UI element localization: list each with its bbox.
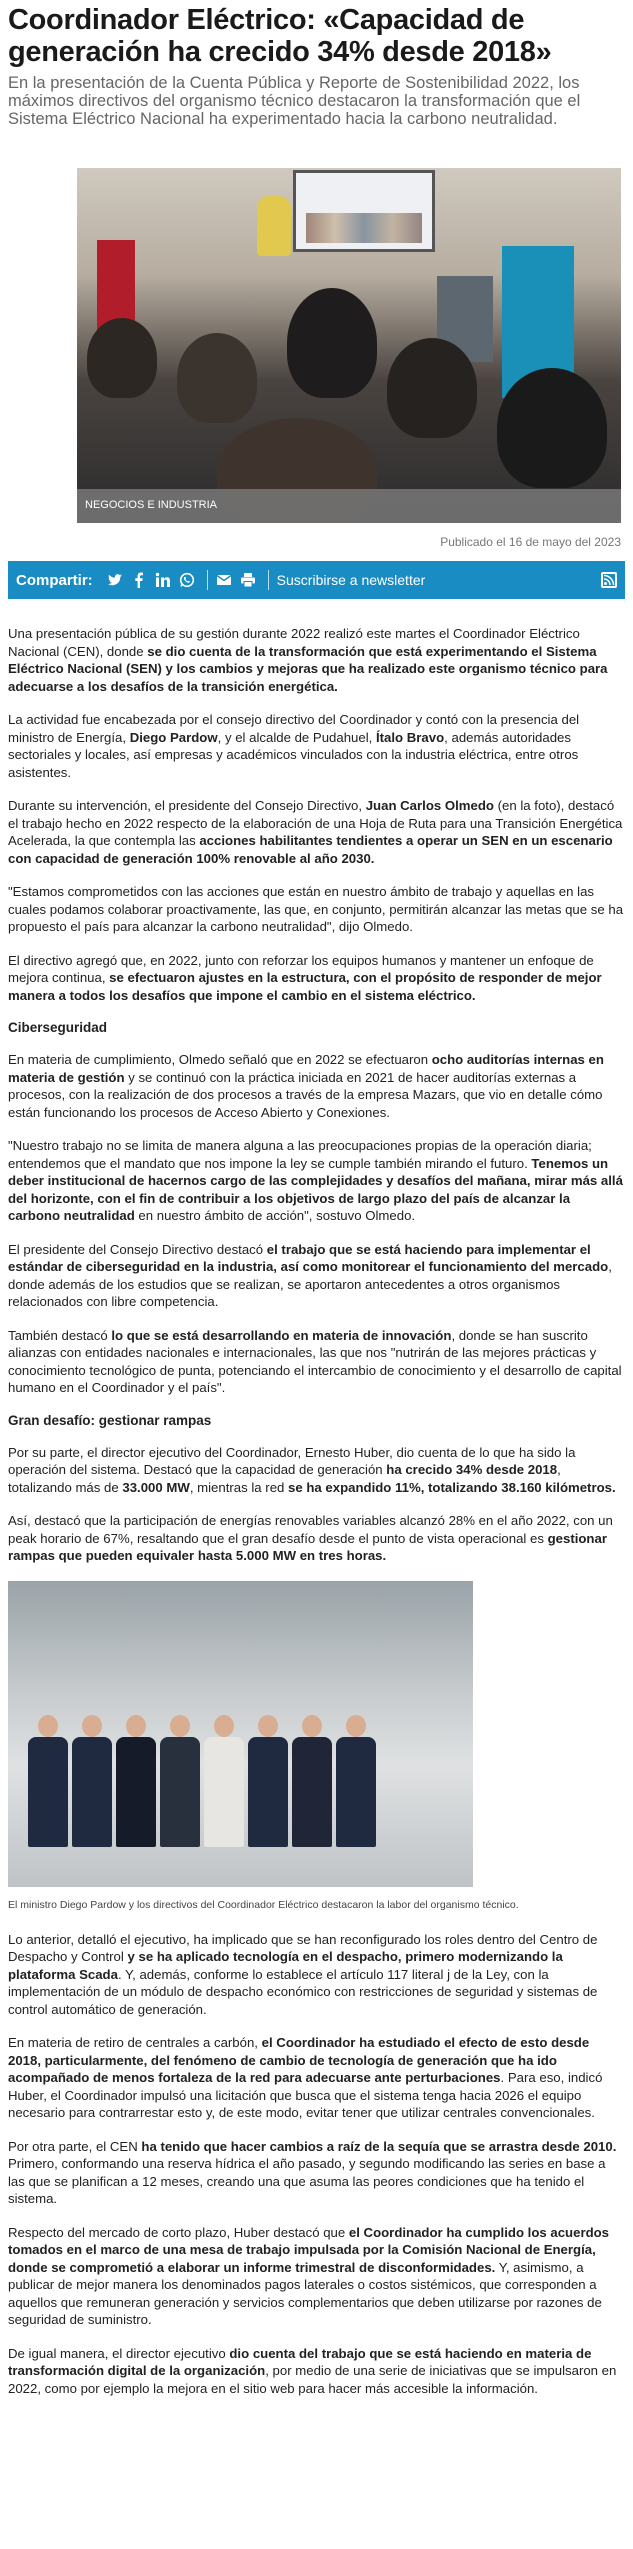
hero-image bbox=[77, 168, 621, 523]
whatsapp-icon[interactable] bbox=[179, 572, 195, 588]
published-date: Publicado el 16 de mayo del 2023 bbox=[440, 535, 621, 549]
paragraph: También destacó lo que se está desarrollando en materia de innovación, donde se han suscrito alianzas con entidades nacionales e internacionales, las que nos "nutrirán de las mejores prácticas y conocimiento tecnológico de punta, potenciando el intercambio de conocimiento y el desarrollo de capital humano en el Coordinador y el país". bbox=[8, 1327, 622, 1395]
paragraph: En materia de cumplimiento, Olmedo señaló que en 2022 se efectuaron ocho auditorías internas en materia de gestión y se continuó con la práctica iniciada en 2021 de hacer auditorías externas a procesos, con la realización de dos procesos a través de la empresa Mazars, que vio en detalle cómo están funcionando los procesos de Acceso Abierto y Conexiones. bbox=[8, 1052, 604, 1120]
linkedin-icon[interactable] bbox=[155, 572, 171, 588]
category-tag[interactable] bbox=[77, 489, 621, 523]
paragraph: La actividad fue encabezada por el consejo directivo del Coordinador y contó con la presencia del ministro de Energía, Diego Pardow, y el alcalde de Pudahuel, Ítalo Bravo, además autoridades sectoriales y locales, así empresas y académicos vinculados con la industria eléctrica, entre otros asistentes. bbox=[8, 712, 580, 780]
share-label: Compartir: bbox=[16, 571, 93, 589]
twitter-icon[interactable] bbox=[107, 572, 123, 588]
paragraph: Durante su intervención, el presidente del Consejo Directivo, Juan Carlos Olmedo (en la foto), destacó el trabajo hecho en 2022 respecto de la elaboración de una Hoja de Ruta para una Transición Energética Acelerada, la que contempla las acciones habilitantes tendientes a operar un SEN en un escenario con capacidad de generación 100% renovable al año 2030. bbox=[8, 798, 623, 866]
facebook-icon[interactable] bbox=[131, 572, 147, 588]
paragraph: Así, destacó que la participación de energías renovables variables alcanzó 28% en el año 2022, con un peak horario de 67%, resaltando que el gran desafío desde el punto de vista operacional es gestionar rampas que pueden equivaler hasta 5.000 MW en tres horas. bbox=[8, 1513, 613, 1563]
mascot-figure bbox=[257, 196, 291, 256]
paragraph: Por otra parte, el CEN ha tenido que hacer cambios a raíz de la sequía que se arrastra desde 2010. Primero, conformando una reserva hídrica el año pasado, y segundo modificando las series en base a las que se planifican a 12 meses, creando una que asuma las peores condiciones que ha tenido el sistema. bbox=[8, 2138, 617, 2206]
article-title: Coordinador Eléctrico: «Capacidad de generación ha crecido 34% desde 2018» bbox=[8, 4, 552, 68]
paragraph: El presidente del Consejo Directivo destacó el trabajo que se está haciendo para implementar el estándar de ciberseguridad en la industria, así como monitorear el funcionamiento del mercado, donde además de los estudios que se realizan, se aportaron antecedentes a otros organismos relacionados con libre competencia. bbox=[8, 1241, 612, 1309]
paragraph: "Nuestro trabajo no se limita de manera alguna a las preocupaciones propias de la operación diaria; entendemos que el mandato que nos impone la ley se cumple también mirando el futuro. Tenemos un deber institucional de hacernos cargo de las complejidades y desafíos del mañana, mirar más allá del horizonte, con el fin de contribuir a los objetivos de largo plazo del país de alcanzar la carbono neutralidad en nuestro ámbito de acción", sostuvo Olmedo. bbox=[8, 1138, 623, 1223]
section-heading: Ciberseguridad bbox=[8, 1020, 108, 1035]
paragraph: Por su parte, el director ejecutivo del Coordinador, Ernesto Huber, dio cuenta de lo que ha sido la operación del sistema. Destacó que la capacidad de generación ha crecido 34% desde 2018, totalizando más de 33.000 MW, mientras la red se ha expandido 11%, totalizando 38.160 kilómetros. bbox=[8, 1444, 616, 1495]
presentation-screen bbox=[293, 170, 435, 252]
paragraph: Una presentación pública de su gestión durante 2022 realizó este martes el Coordinador Eléctrico Nacional (CEN), donde se dio cuenta de la transformación que está experimentando el Sistema Eléctrico Nacional (SEN) y los cambios y mejoras que ha realizado este organismo técnico para adecuarse a los desafíos de la transición energética. bbox=[8, 626, 608, 694]
article-subtitle: En la presentación de la Cuenta Pública y Reporte de Sostenibilidad 2022, los máximos directivos del organismo técnico destacaron la transformación que el Sistema Eléctrico Nacional ha experimentado hacia la carbono neutralidad. bbox=[8, 74, 581, 128]
paragraph: El directivo agregó que, en 2022, junto con reforzar los equipos humanos y mantener un enfoque de mejora continua, se efectuaron ajustes en la estructura, con el propósito de responder de mejor manera a todos los desafíos que impone el cambio en el sistema eléctrico. bbox=[8, 952, 602, 1003]
group-photo bbox=[8, 1581, 473, 1887]
email-icon[interactable] bbox=[216, 572, 232, 588]
share-bar bbox=[8, 561, 625, 599]
paragraph: "Estamos comprometidos con las acciones que están en nuestro ámbito de trabajo y aquellas en las cuales podamos colaborar proactivamente, las que, en conjunto, permitirán alcanzar las metas que se ha propuesto el país para alcanzar la carbono neutralidad", dijo Olmedo. bbox=[8, 884, 624, 934]
photo-caption: El ministro Diego Pardow y los directivos del Coordinador Eléctrico destacaron la labor del organismo técnico. bbox=[8, 1898, 519, 1911]
section-heading: Gran desafío: gestionar rampas bbox=[8, 1412, 212, 1428]
rss-icon[interactable] bbox=[601, 572, 617, 588]
category-tag-label: NEGOCIOS E INDUSTRIA bbox=[85, 499, 218, 511]
article-body bbox=[8, 625, 625, 2397]
paragraph: De igual manera, el director ejecutivo dio cuenta del trabajo que se está haciendo en materia de transformación digital de la organización, por medio de una serie de iniciativas que se impulsaron en 2022, como por ejemplo la mejora en el sitio web para hacer más accesible la información. bbox=[8, 2345, 617, 2396]
print-icon[interactable] bbox=[240, 572, 256, 588]
subscribe-newsletter-link[interactable]: Suscribirse a newsletter bbox=[276, 572, 426, 588]
share-divider bbox=[207, 570, 208, 590]
paragraph: En materia de retiro de centrales a carbón, el Coordinador ha estudiado el efecto de esto desde 2018, particularmente, del fenómeno de cambio de tecnología de generación que ha ido acompañado de menos fortaleza de la red para adecuarse ante perturbaciones. Para eso, indicó Huber, el Coordinador impulsó una licitación que busca que el sistema tenga hacia 2026 el equipo necesario para contrarrestar esto y, de este modo, evitar tener que utilizar centrales convencionales. bbox=[8, 2035, 603, 2120]
share-divider bbox=[268, 570, 269, 590]
paragraph: Respecto del mercado de corto plazo, Huber destacó que el Coordinador ha cumplido los acuerdos tomados en el marco de una mesa de trabajo impulsada por la Comisión Nacional de Energía, donde se comprometió a elaborar un informe trimestral de disconformidades. Y, asimismo, a publicar de mejor manera los denominados pagos laterales o costos sistémicos, que corresponden a aquellos que remuneran generación y servicios complementarios que deben utilizarse por razones de seguridad de suministro. bbox=[8, 2224, 610, 2327]
paragraph: Lo anterior, detalló el ejecutivo, ha implicado que se han reconfigurado los roles dentro del Centro de Despacho y Control y se ha aplicado tecnología en el despacho, primero modernizando la plataforma Scada. Y, además, conforme lo establece el artículo 117 literal j de la Ley, con la implementación de un módulo de despacho económico con restricciones de seguridad y sistemas de control automático de generación. bbox=[8, 1931, 598, 2017]
